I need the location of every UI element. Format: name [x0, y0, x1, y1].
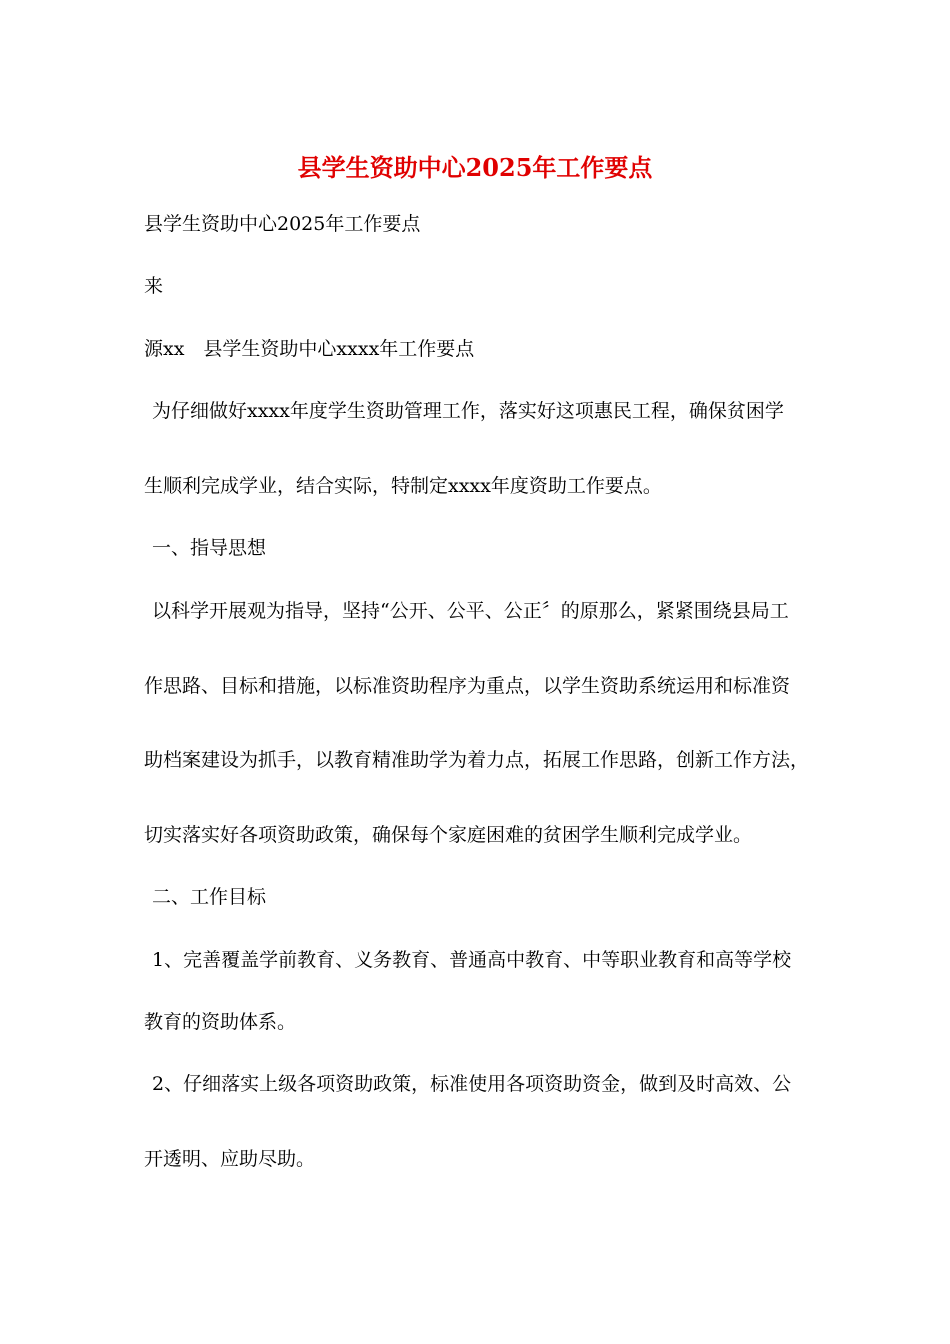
- intro-paragraph-line-2: 生顺利完成学业，结合实际，特制定xxxx年度资助工作要点。: [144, 475, 662, 497]
- section-heading-work-goals: 二、工作目标: [152, 886, 267, 908]
- goal-1-line-2: 教育的资助体系。: [144, 1011, 297, 1033]
- intro-paragraph-line-1: 为仔细做好xxxx年度学生资助管理工作，落实好这项惠民工程，确保贫困学: [152, 400, 784, 422]
- guiding-paragraph-line-3: 助档案建设为抓手，以教育精准助学为着力点，拓展工作思路，创新工作方法，: [144, 749, 810, 771]
- source-line: 源xx 县学生资助中心xxxx年工作要点: [144, 338, 475, 360]
- section-heading-guiding-thought: 一、指导思想: [152, 537, 267, 559]
- document-title: 县学生资助中心2025年工作要点: [297, 153, 653, 182]
- guiding-paragraph-line-2: 作思路、目标和措施，以标准资助程序为重点，以学生资助系统运用和标准资: [144, 675, 791, 697]
- guiding-paragraph-line-1: 以科学开展观为指导，坚持“公开、公平、公正〞的原那么，紧紧围绕县局工: [152, 600, 789, 622]
- goal-2-line-1: 2、仔细落实上级各项资助政策，标准使用各项资助资金，做到及时高效、公: [152, 1073, 792, 1095]
- source-label-line: 来: [144, 275, 164, 297]
- subtitle-line: 县学生资助中心2025年工作要点: [144, 213, 421, 235]
- guiding-paragraph-line-4: 切实落实好各项资助政策，确保每个家庭困难的贫困学生顺利完成学业。: [144, 824, 753, 846]
- goal-2-line-2: 开透明、应助尽助。: [144, 1148, 316, 1170]
- goal-1-line-1: 1、完善覆盖学前教育、义务教育、普通高中教育、中等职业教育和高等学校: [152, 949, 792, 971]
